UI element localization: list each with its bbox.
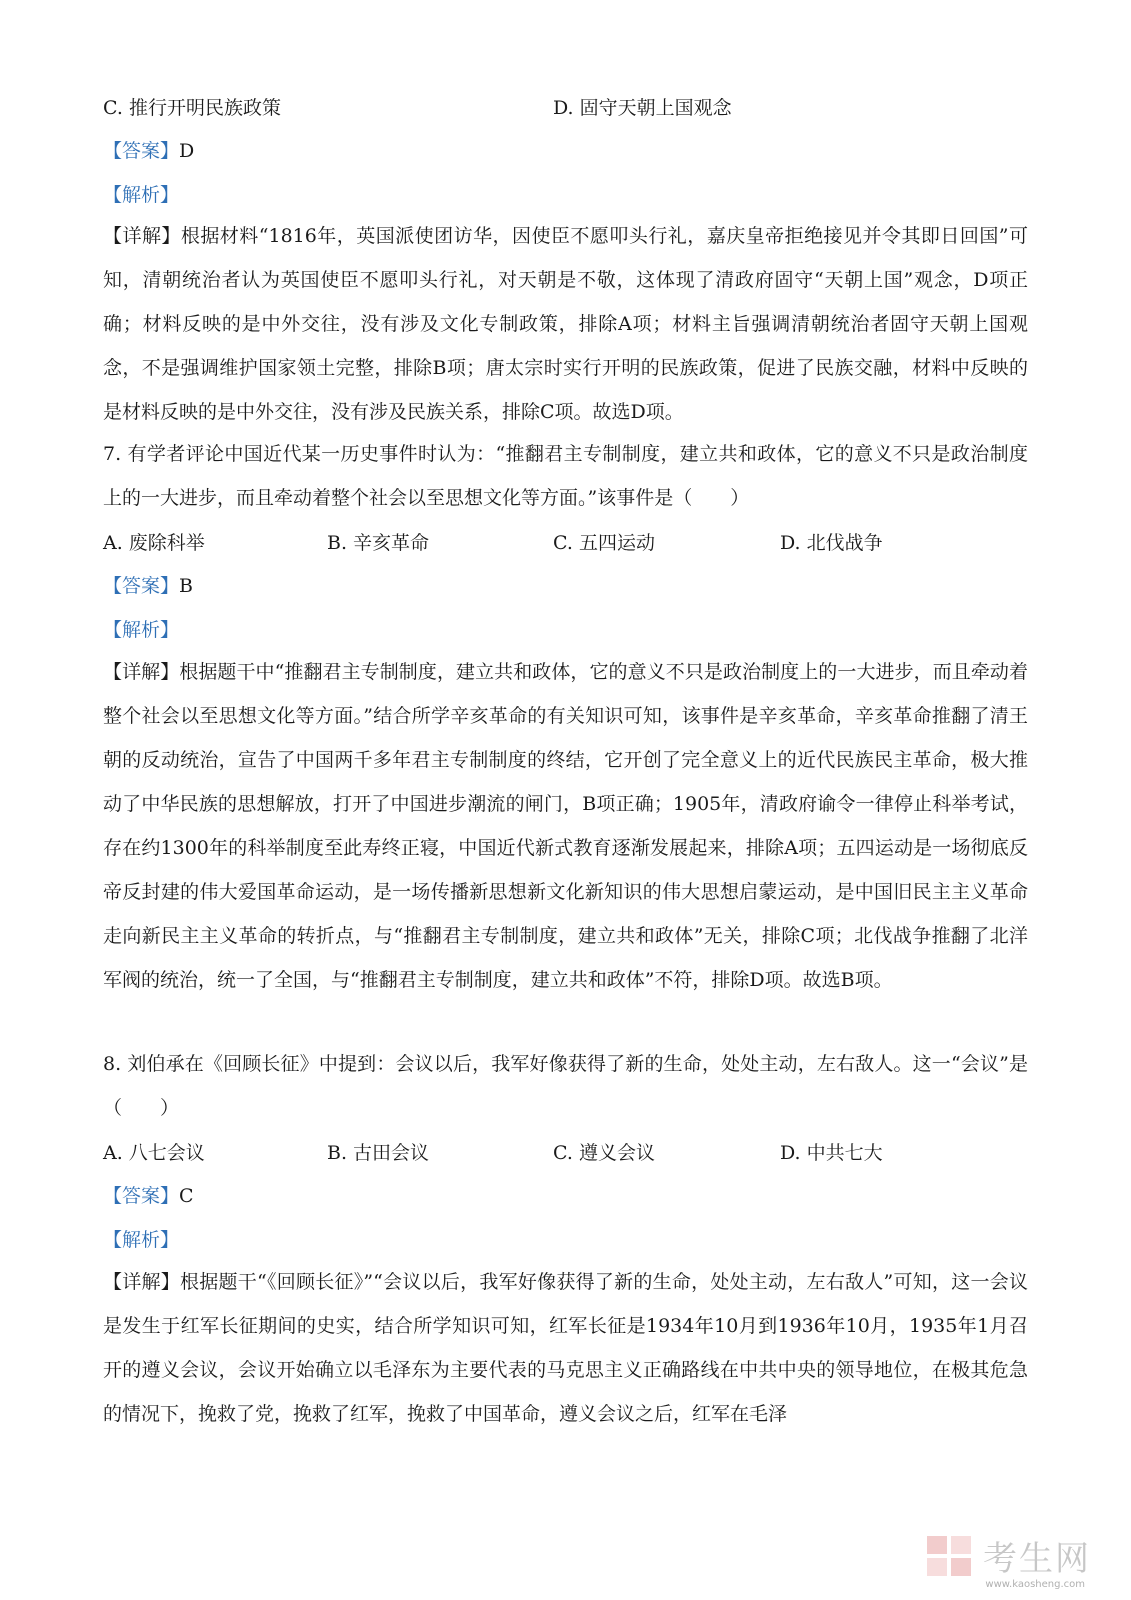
q6-answer-label: 【答案】 <box>103 140 180 162</box>
q8-detail <box>103 1260 1028 1436</box>
q7-answer-label: 【答案】 <box>103 575 180 597</box>
q7-stem: 7. 有学者评论中国近代某一历史事件时认为：“推翻君主专制制度，建立共和政体，它的意义不只是政治制度上的一大进步，而且牵动着整个社会以至思想文化等方面。”该事件是（ ） <box>103 443 1028 509</box>
q6-option-c: C. 推行开明民族政策 <box>103 97 281 119</box>
q8-detail-label: 【详解】 <box>103 1271 180 1293</box>
q8-option-d: D. 中共七大 <box>780 1142 883 1164</box>
q7-analysis-label: 【解析】 <box>103 619 180 641</box>
q8-answer-value: C <box>179 1185 194 1207</box>
q8-option-c: C. 遵义会议 <box>553 1142 655 1164</box>
q7-option-c: C. 五四运动 <box>553 532 655 554</box>
watermark-text: 考生网 <box>983 1539 1091 1579</box>
q8-answer-label: 【答案】 <box>103 1185 180 1207</box>
q6-answer-line <box>103 137 194 165</box>
q6-detail-label: 【详解】 <box>103 225 181 247</box>
q8-stem: 8. 刘伯承在《回顾长征》中提到：会议以后，我军好像获得了新的生命，处处主动，左右敌人。这一“会议”是（ ） <box>103 1053 1028 1119</box>
q6-detail <box>103 214 1028 434</box>
q6-detail-text: 根据材料“1816年，英国派使团访华，因使臣不愿叩头行礼，嘉庆皇帝拒绝接见并令其即日回国”可知，清朝统治者认为英国使臣不愿叩头行礼，对天朝是不敬，这体现了清政府固守“天朝上国”观念，D项正确；材料反映的是中外交往，没有涉及文化专制政策，排除A项；材料主旨强调清朝统治者固守天朝上国观念，不是强调维护国家领土完整，排除B项；唐太宗时实行开明的民族政策，促进了民族交融，材料中反映的是材料反映的是中外交往，没有涉及民族关系，排除C项。故选D项。 <box>103 225 1028 423</box>
q7-answer-line <box>103 572 193 600</box>
q6-analysis-label: 【解析】 <box>103 184 180 206</box>
q6-option-d: D. 固守天朝上国观念 <box>553 97 732 119</box>
q7-detail-text: 根据题干中“推翻君主专制制度，建立共和政体，它的意义不只是政治制度上的一大进步，而且牵动着整个社会以至思想文化等方面。”结合所学辛亥革命的有关知识可知，该事件是辛亥革命，辛亥革命推翻了清王朝的反动统治，宣告了中国两千多年君主专制制度的终结，它开创了完全意义上的近代民族民主革命，极大推动了中华民族的思想解放，打开了中国进步潮流的闸门，B项正确；1905年，清政府谕令一律停止科举考试，存在约1300年的科举制度至此寿终正寝，中国近代新式教育逐渐发展起来，排除A项；五四运动是一场彻底反帝反封建的伟大爱国革命运动，是一场传播新思想新文化新知识的伟大思想启蒙运动，是中国旧民主主义革命走向新民主主义革命的转折点，与“推翻君主专制制度，建立共和政体”无关，排除C项；北伐战争推翻了北洋军阀的统治，统一了全国，与“推翻君主专制制度，建立共和政体”不符，排除D项。故选B项。 <box>103 661 1028 991</box>
q6-answer-value: D <box>179 140 195 162</box>
q7-answer-value: B <box>179 575 193 597</box>
q7-option-a: A. 废除科举 <box>103 532 205 554</box>
q7-detail <box>103 650 1028 1002</box>
q8-analysis-label: 【解析】 <box>103 1229 180 1251</box>
q8-detail-text: 根据题干“《回顾长征》”“会议以后，我军好像获得了新的生命，处处主动，左右敌人”可知，这一会议是发生于红军长征期间的史实，结合所学知识可知，红军长征是1934年10月到1936年10月，1935年1月召开的遵义会议，会议开始确立以毛泽东为主要代表的马克思主义正确路线在中共中央的领导地位，在极其危急的情况下，挽救了党，挽救了红军，挽救了中国革命，遵义会议之后，红军在毛泽 <box>103 1271 1028 1425</box>
q8-answer-line <box>103 1182 194 1210</box>
q7-option-d: D. 北伐战争 <box>780 532 883 554</box>
watermark <box>925 1531 1091 1580</box>
kaosheng-logo-icon <box>925 1532 977 1580</box>
q7-detail-label: 【详解】 <box>103 661 180 683</box>
q7-option-b: B. 辛亥革命 <box>327 532 430 554</box>
watermark-url: www.kaosheng.com <box>985 1579 1085 1590</box>
q8-option-a: A. 八七会议 <box>103 1142 205 1164</box>
q8-option-b: B. 古田会议 <box>327 1142 430 1164</box>
